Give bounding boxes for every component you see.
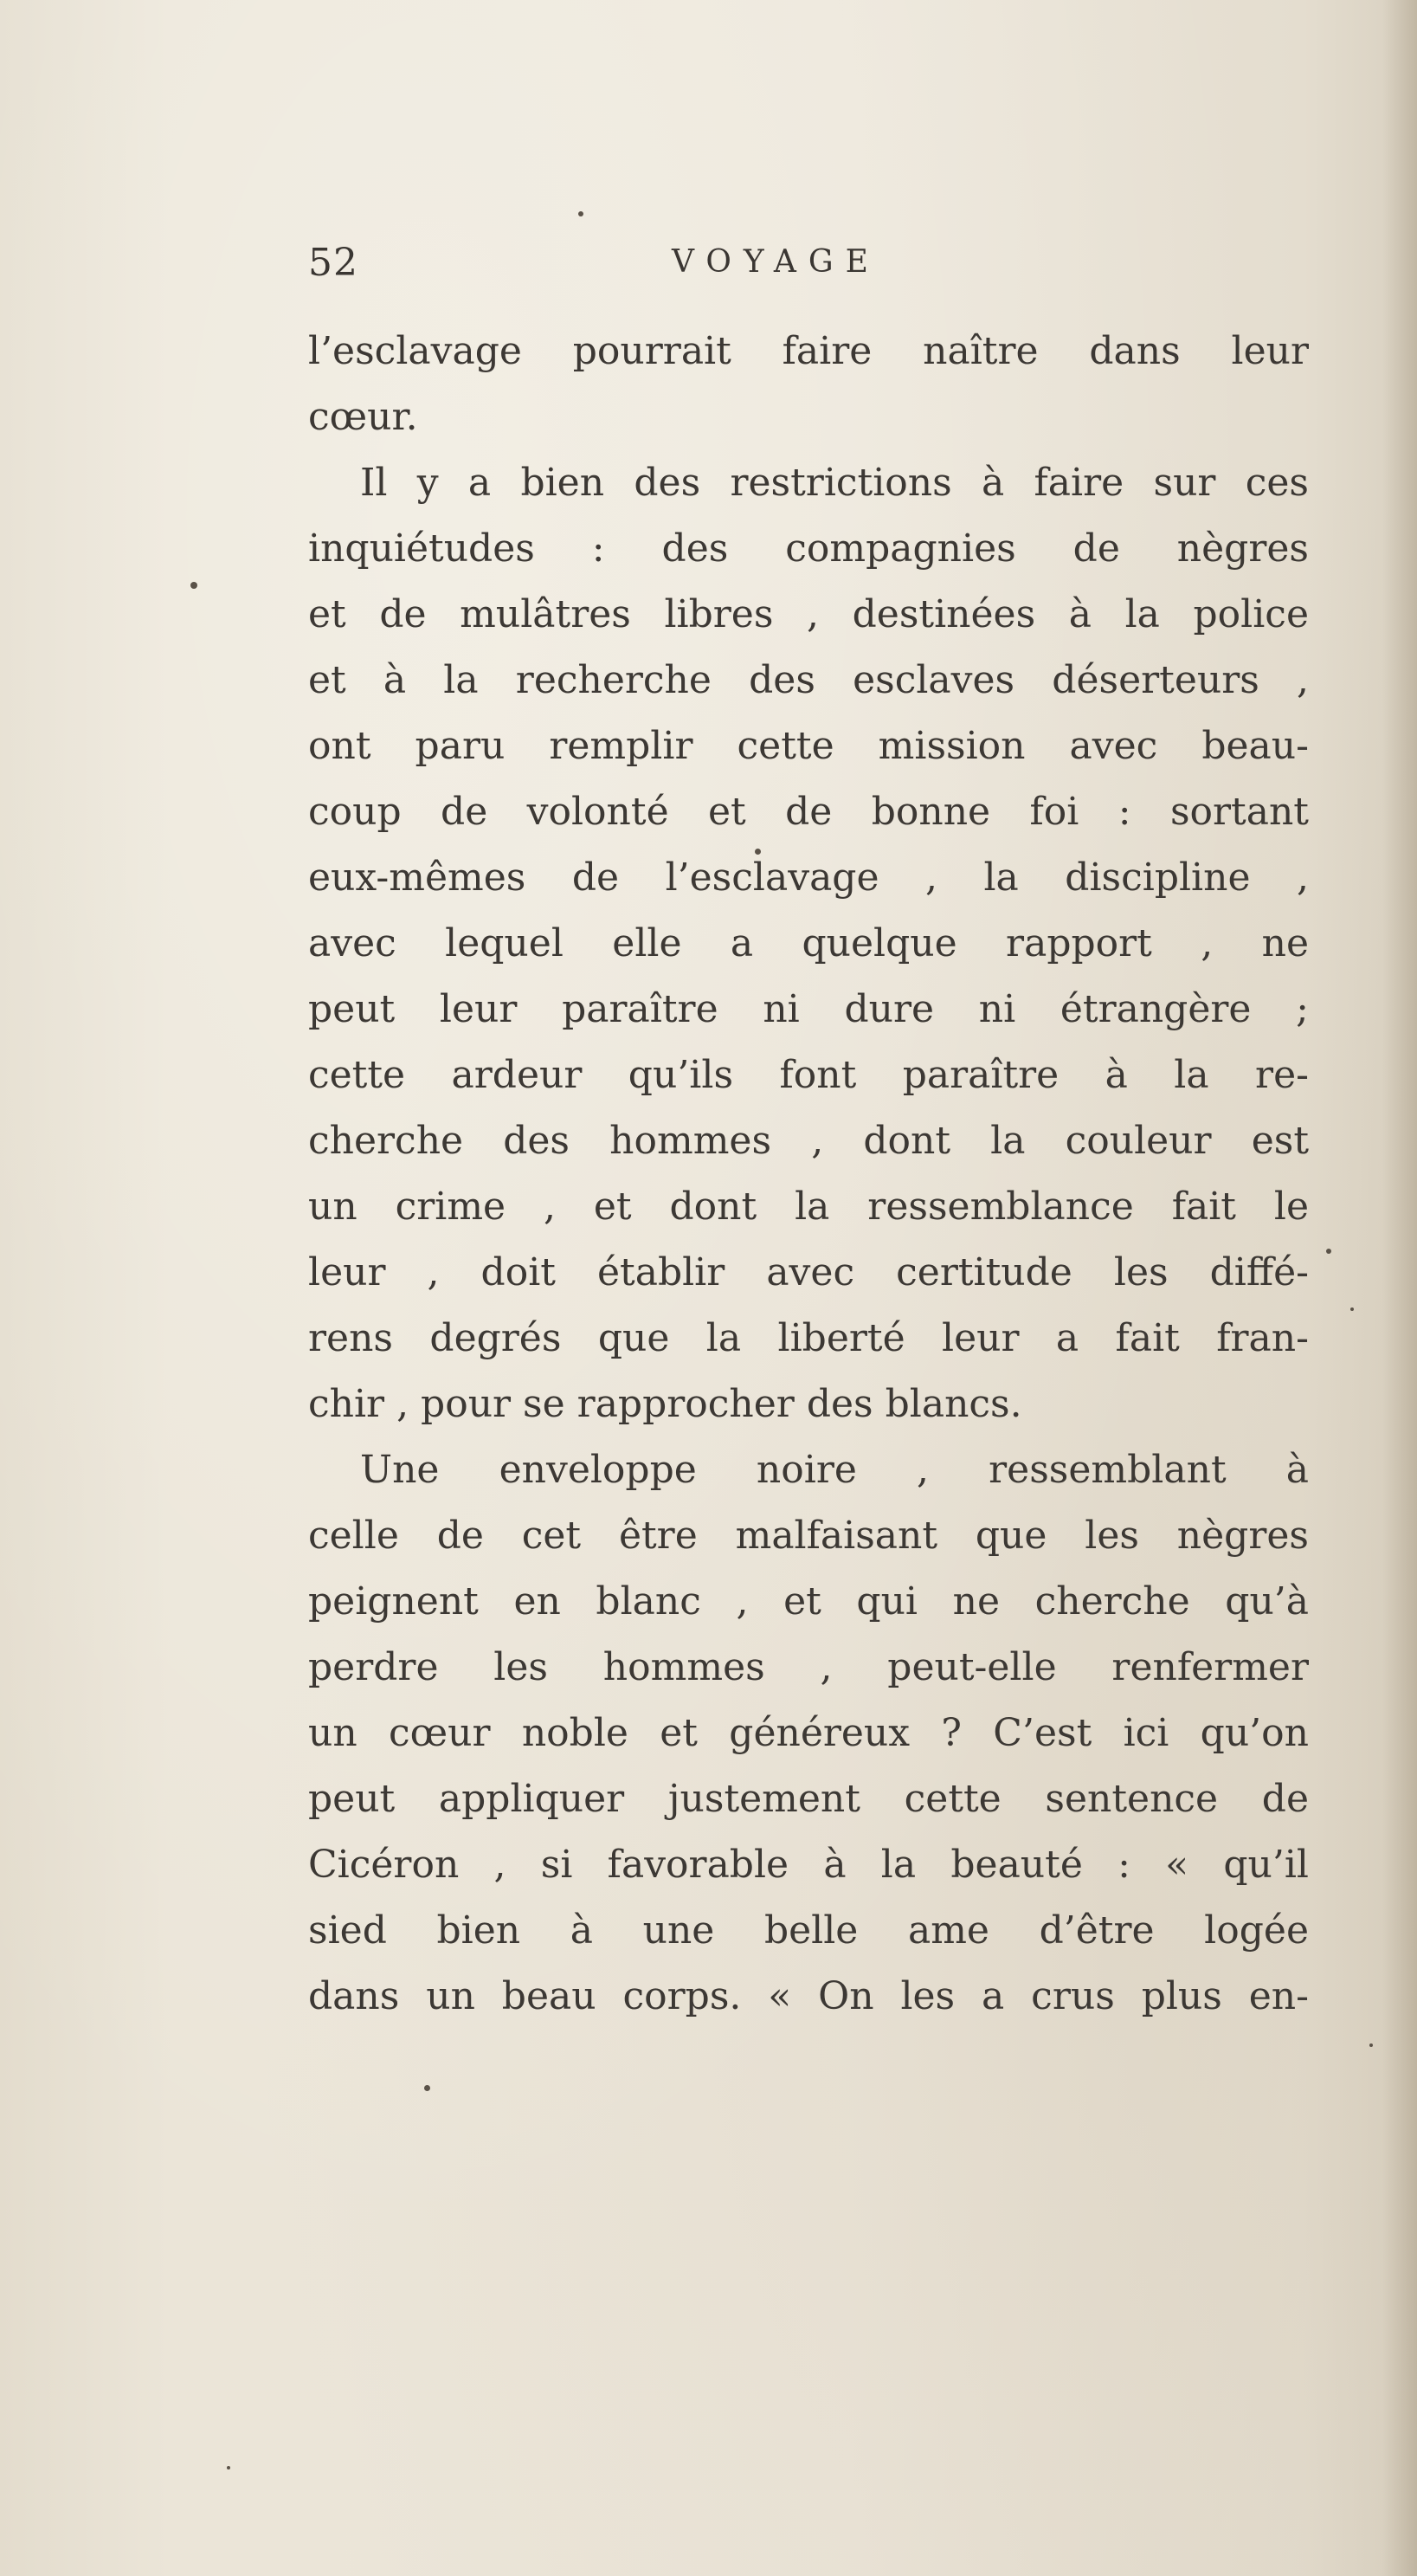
text-line: celle de cet être malfaisant que les nègres xyxy=(308,1514,1309,1558)
paper-speck xyxy=(1326,1249,1331,1254)
text-line: perdre les hommes , peut-elle renfermer xyxy=(308,1645,1309,1689)
text-line: peignent en blanc , et qui ne cherche qu’à xyxy=(308,1579,1309,1624)
text-line: et de mulâtres libres , destinées à la police xyxy=(308,592,1309,636)
text-line: coup de volonté et de bonne foi : sortant xyxy=(308,790,1309,834)
page-number: 52 xyxy=(308,241,358,285)
text-line: ont paru remplir cette mission avec beau- xyxy=(308,724,1309,768)
page-header xyxy=(308,241,1087,293)
text-line: l’esclavage pourrait faire naître dans leur xyxy=(308,329,1309,373)
text-line: eux-mêmes de l’esclavage , la discipline , xyxy=(308,855,1309,900)
text-line: chir , pour se rapprocher des blancs. xyxy=(308,1382,1022,1426)
paper-speck xyxy=(424,2085,430,2091)
text-line: Cicéron , si favorable à la beauté : « qu’il xyxy=(308,1843,1309,1887)
paper-speck xyxy=(227,2466,230,2469)
running-head: VOYAGE xyxy=(672,244,880,280)
paper-speck xyxy=(190,582,197,589)
text-line: un cœur noble et généreux ? C’est ici qu’on xyxy=(308,1711,1309,1755)
text-line: peut leur paraître ni dure ni étrangère ; xyxy=(308,987,1309,1031)
body-text xyxy=(308,319,1309,2030)
paper-speck xyxy=(1369,2043,1373,2047)
paragraph-first-line: Une enveloppe noire , ressemblant à xyxy=(360,1448,1309,1492)
text-line: leur , doit établir avec certitude les diffé- xyxy=(308,1250,1309,1294)
text-line: et à la recherche des esclaves déserteurs , xyxy=(308,658,1309,702)
text-line: rens degrés que la liberté leur a fait fran- xyxy=(308,1316,1309,1360)
page-edge-shadow xyxy=(1382,0,1417,2576)
text-line: cœur. xyxy=(308,395,418,439)
text-line: cette ardeur qu’ils font paraître à la re- xyxy=(308,1053,1309,1097)
text-line: cherche des hommes , dont la couleur est xyxy=(308,1119,1309,1163)
text-line: inquiétudes : des compagnies de nègres xyxy=(308,526,1309,571)
text-line: peut appliquer justement cette sentence de xyxy=(308,1777,1309,1821)
text-line: dans un beau corps. « On les a crus plus en- xyxy=(308,1974,1309,2018)
paper-speck xyxy=(1350,1307,1354,1311)
paper-speck xyxy=(578,211,583,216)
text-line: un crime , et dont la ressemblance fait le xyxy=(308,1185,1309,1229)
text-line: sied bien à une belle ame d’être logée xyxy=(308,1908,1309,1953)
text-line: avec lequel elle a quelque rapport , ne xyxy=(308,921,1309,965)
paragraph-first-line: Il y a bien des restrictions à faire sur ces xyxy=(360,461,1309,505)
